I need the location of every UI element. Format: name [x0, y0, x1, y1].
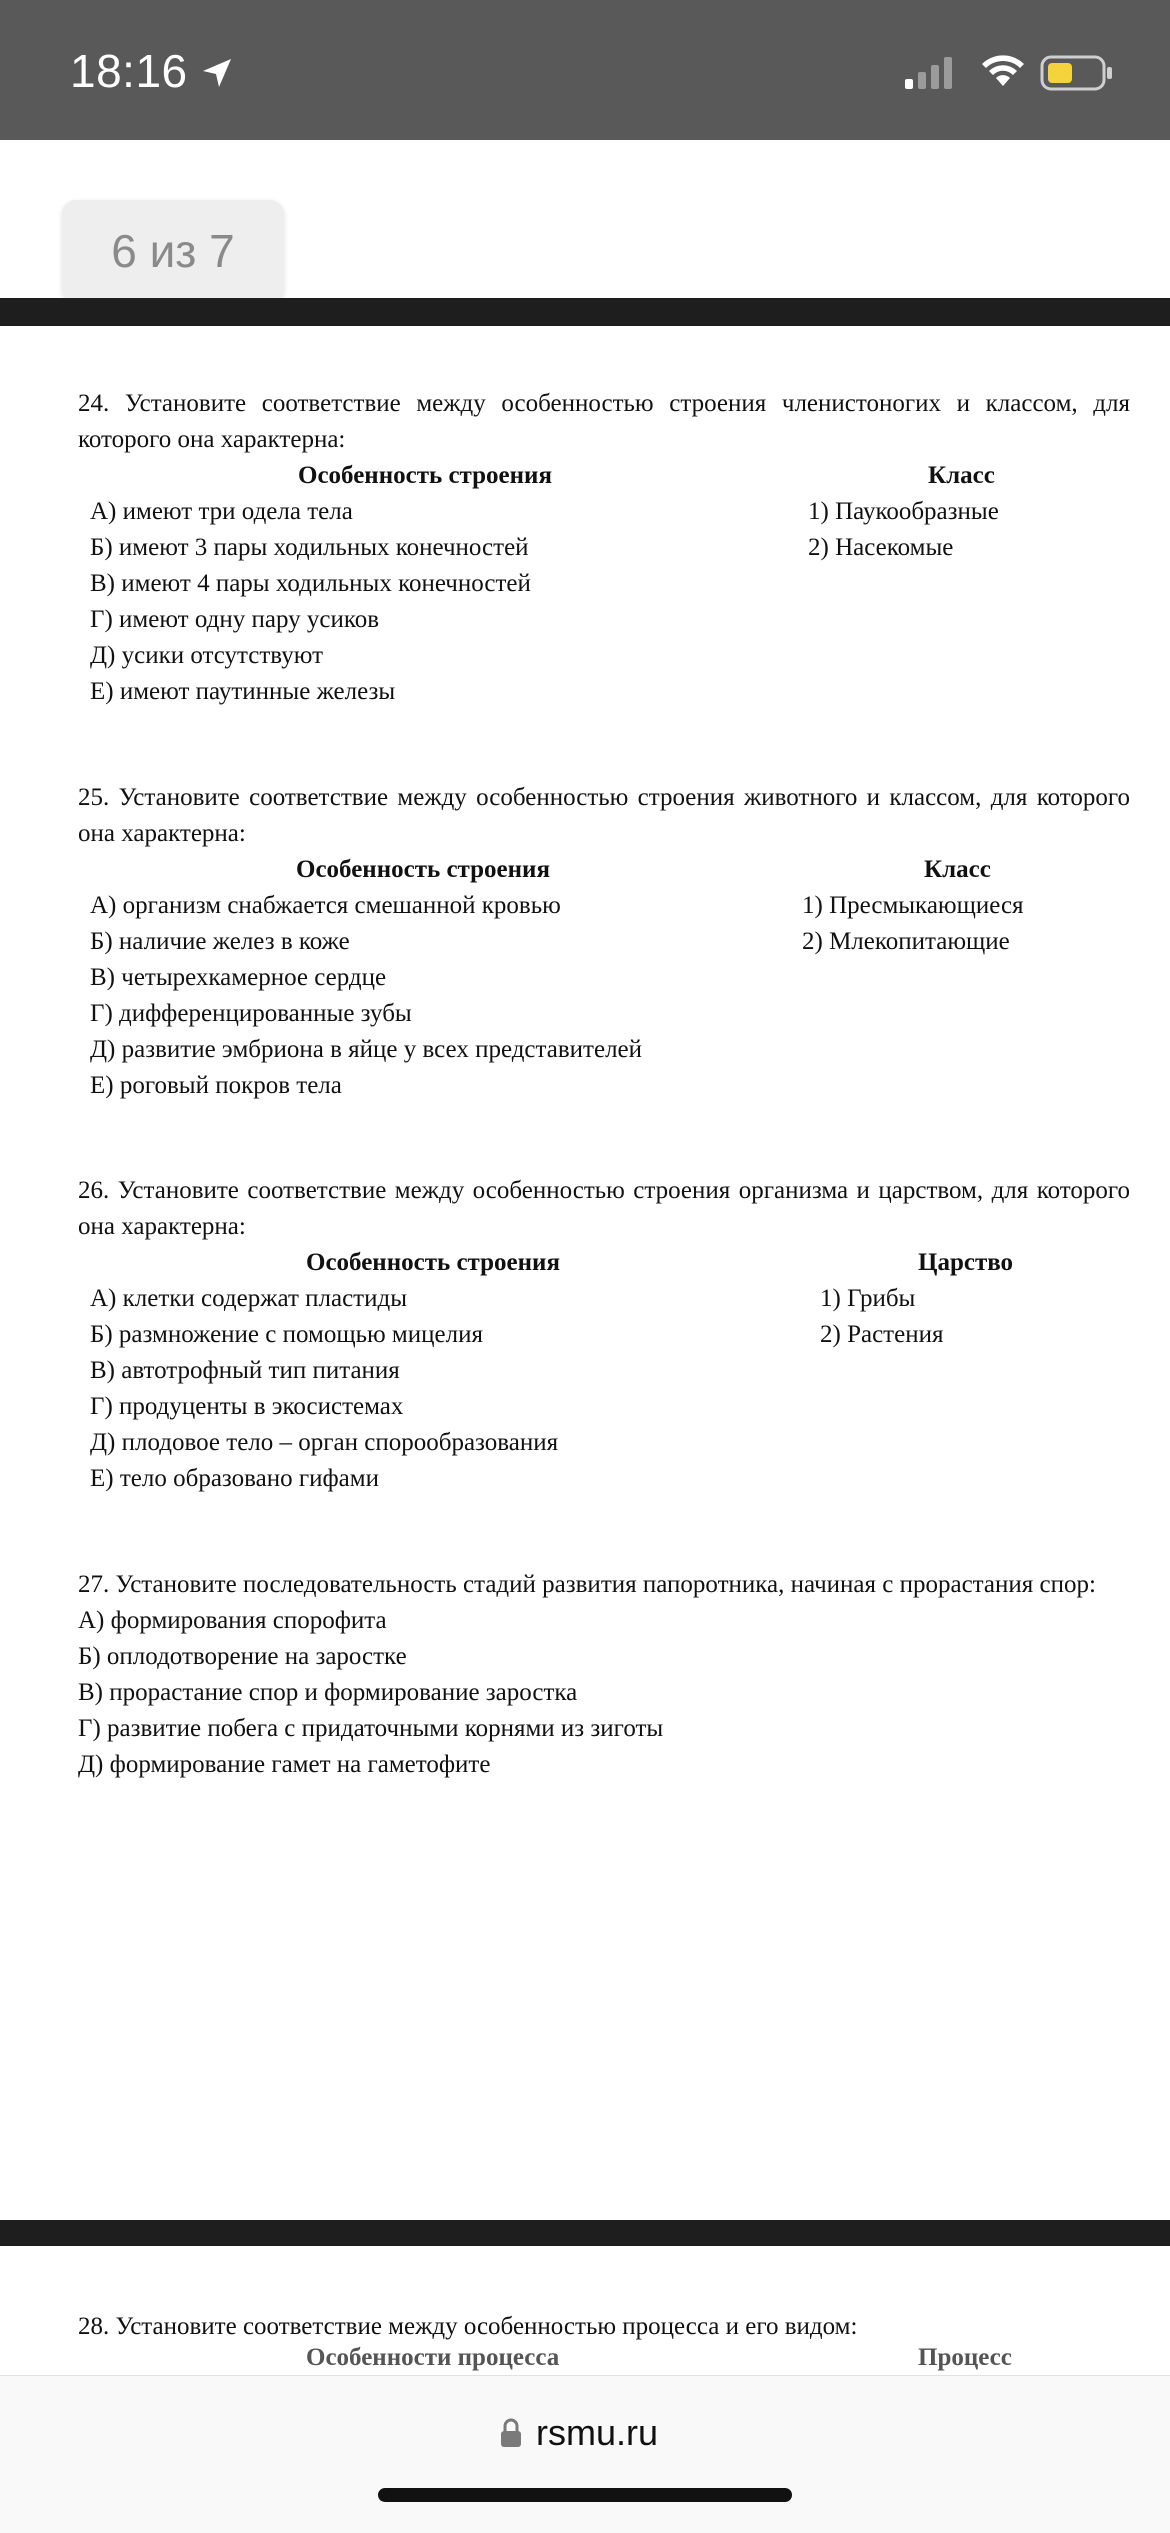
table-right-header: Процесс — [918, 2344, 1012, 2371]
location-arrow-icon — [200, 56, 234, 90]
question-text: 27. Установите последовательность стадий развития папоротника, начиная с прорастания спор: — [78, 1571, 1096, 1598]
question-text: 28. Установите соответствие между особенностью процесса и его видом: — [78, 2313, 858, 2340]
list-item: 1) Грибы — [820, 1285, 916, 1312]
cellular-signal-icon — [905, 55, 957, 89]
question-text: 24. Установите соответствие между особенностью строения членистоногих и классом, для которого она характерна: — [78, 390, 1130, 453]
list-item: В) автотрофный тип питания — [90, 1357, 400, 1384]
list-item: Б) оплодотворение на заростке — [78, 1643, 407, 1670]
list-item: Д) усики отсутствуют — [90, 642, 324, 669]
browser-bottom-bar — [0, 2375, 1170, 2533]
table-left-header: Особенность строения — [298, 462, 552, 489]
list-item: Г) продуценты в экосистемах — [90, 1393, 404, 1420]
wifi-icon — [980, 52, 1026, 88]
question-24 — [78, 386, 1130, 705]
table-right-header: Царство — [918, 1249, 1014, 1276]
list-item: Г) имеют одну пару усиков — [90, 606, 380, 633]
list-item: А) имеют три одела тела — [90, 498, 353, 525]
list-item: А) организм снабжается смешанной кровью — [90, 892, 561, 919]
list-item: В) прорастание спор и формирование заростка — [78, 1679, 578, 1706]
question-27 — [78, 1567, 1130, 1778]
list-item: 1) Пресмыкающиеся — [802, 892, 1024, 919]
page-separator — [0, 2220, 1170, 2246]
list-item: 1) Паукообразные — [808, 498, 999, 525]
list-item: Б) наличие желез в коже — [90, 928, 350, 955]
list-item: Д) формирование гамет на гаметофите — [78, 1751, 491, 1778]
table-left-header: Особенность строения — [296, 856, 550, 883]
status-time: 18:16 — [70, 45, 188, 97]
list-item: Е) тело образовано гифами — [90, 1465, 379, 1492]
cutoff-text-fragment — [78, 128, 278, 140]
list-item: Д) плодовое тело – орган спорообразования — [90, 1429, 559, 1456]
battery-icon — [1040, 55, 1114, 91]
list-item: 2) Растения — [820, 1321, 944, 1348]
list-item: Г) развитие побега с придаточными корнями из зиготы — [78, 1715, 664, 1742]
list-item: 2) Млекопитающие — [802, 928, 1010, 955]
list-item: В) четырехкамерное сердце — [90, 964, 387, 991]
list-item: Е) роговый покров тела — [90, 1072, 342, 1099]
page-separator — [0, 298, 1170, 326]
list-item: Б) размножение с помощью мицелия — [90, 1321, 483, 1348]
lock-icon — [500, 2418, 522, 2448]
table-right-header: Класс — [924, 856, 991, 883]
table-left-header: Особенности процесса — [306, 2344, 560, 2371]
list-item: Е) имеют паутинные железы — [90, 678, 396, 705]
question-text: 26. Установите соответствие между особенностью строения организма и царством, для которого она характерна: — [78, 1177, 1130, 1240]
list-item: Г) дифференцированные зубы — [90, 1000, 412, 1027]
list-item: Д) развитие эмбриона в яйце у всех представителей — [90, 1036, 643, 1063]
question-text: 25. Установите соответствие между особенностью строения животного и классом, для которого она характерна: — [78, 784, 1130, 847]
list-item: А) клетки содержат пластиды — [90, 1285, 408, 1312]
table-right-header: Класс — [928, 462, 995, 489]
question-28-table-header — [0, 2330, 1170, 2376]
list-item: А) формирования спорофита — [78, 1607, 387, 1634]
table-left-header: Особенность строения — [306, 1249, 560, 1276]
question-25 — [78, 780, 1130, 1099]
home-indicator[interactable] — [378, 2488, 792, 2502]
address-bar[interactable] — [500, 2412, 658, 2454]
url-text: rsmu.ru — [536, 2412, 659, 2453]
list-item: Б) имеют 3 пары ходильных конечностей — [90, 534, 529, 561]
page-indicator: 6 из 7 — [62, 200, 284, 302]
status-bar — [0, 0, 1170, 140]
question-26 — [78, 1173, 1130, 1492]
list-item: В) имеют 4 пары ходильных конечностей — [90, 570, 531, 597]
list-item: 2) Насекомые — [808, 534, 954, 561]
